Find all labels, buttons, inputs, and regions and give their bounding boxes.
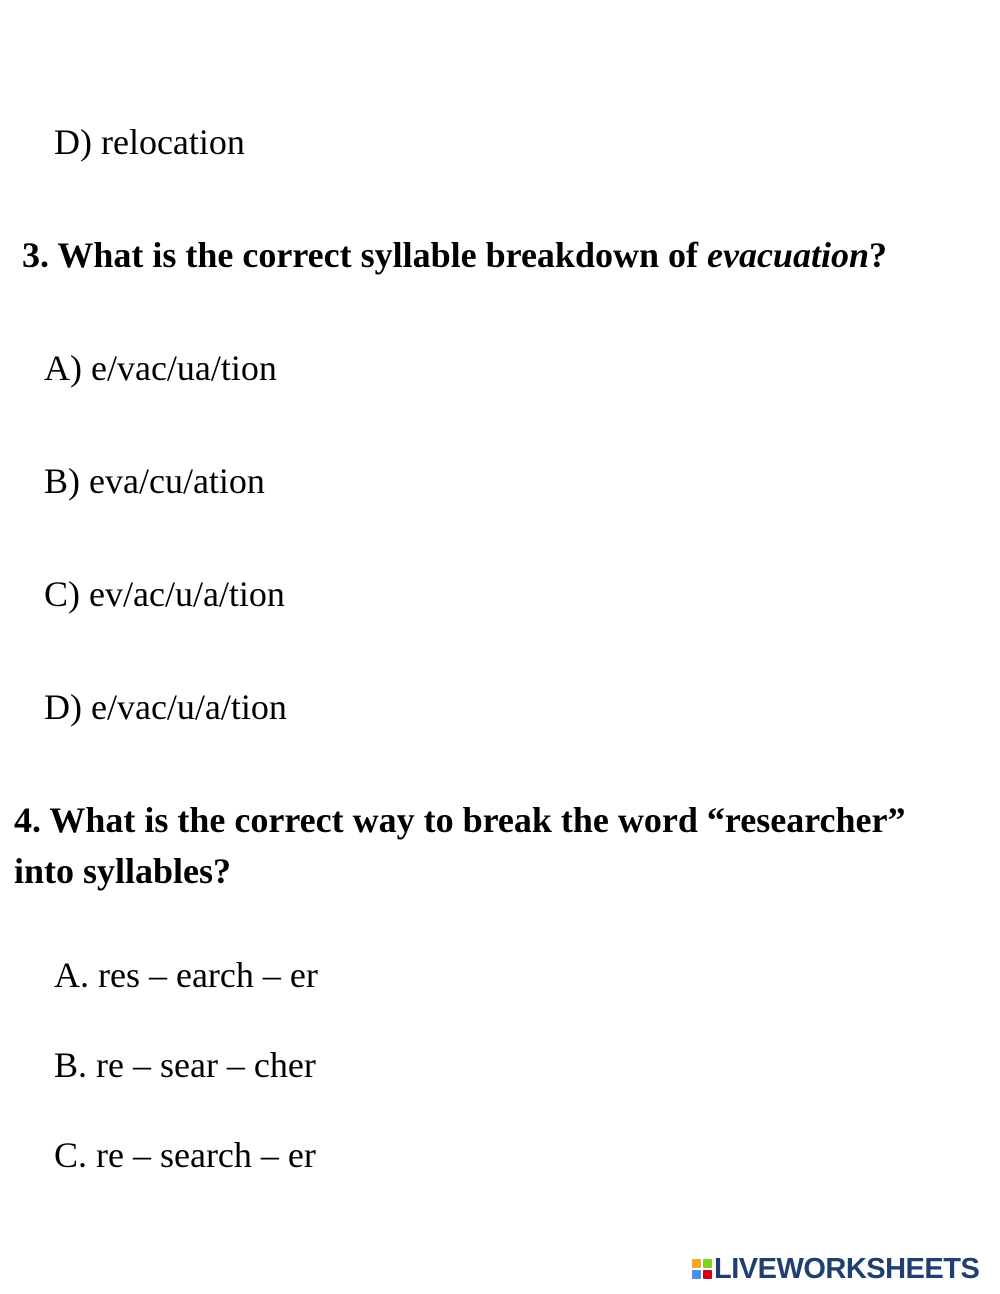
liveworksheets-logo [692, 1254, 979, 1284]
q3-option-a[interactable]: A) e/vac/ua/tion [44, 348, 277, 388]
q3-option-c[interactable]: C) ev/ac/u/a/tion [44, 574, 285, 614]
question-3-prefix: 3. What is the correct syllable breakdown of [22, 235, 707, 275]
question-3-suffix: ? [868, 235, 887, 275]
question-4-title-line2: into syllables? [14, 851, 232, 891]
logo-blocks-icon [692, 1259, 712, 1279]
q3-option-b[interactable]: B) eva/cu/ation [44, 461, 265, 501]
question-3-word: evacuation [706, 235, 869, 275]
q4-option-b[interactable]: B. re – sear – cher [54, 1045, 316, 1085]
logo-text: LIVEWORKSHEETS [714, 1252, 980, 1285]
q4-option-a[interactable]: A. res – earch – er [54, 955, 318, 995]
question-4-title-line1: 4. What is the correct way to break the word “researcher” [14, 800, 906, 840]
question-3-title [22, 235, 887, 275]
q2-option-d: D) relocation [54, 122, 245, 162]
q3-option-d[interactable]: D) e/vac/u/a/tion [44, 687, 287, 727]
q4-option-c[interactable]: C. re – search – er [54, 1135, 316, 1175]
